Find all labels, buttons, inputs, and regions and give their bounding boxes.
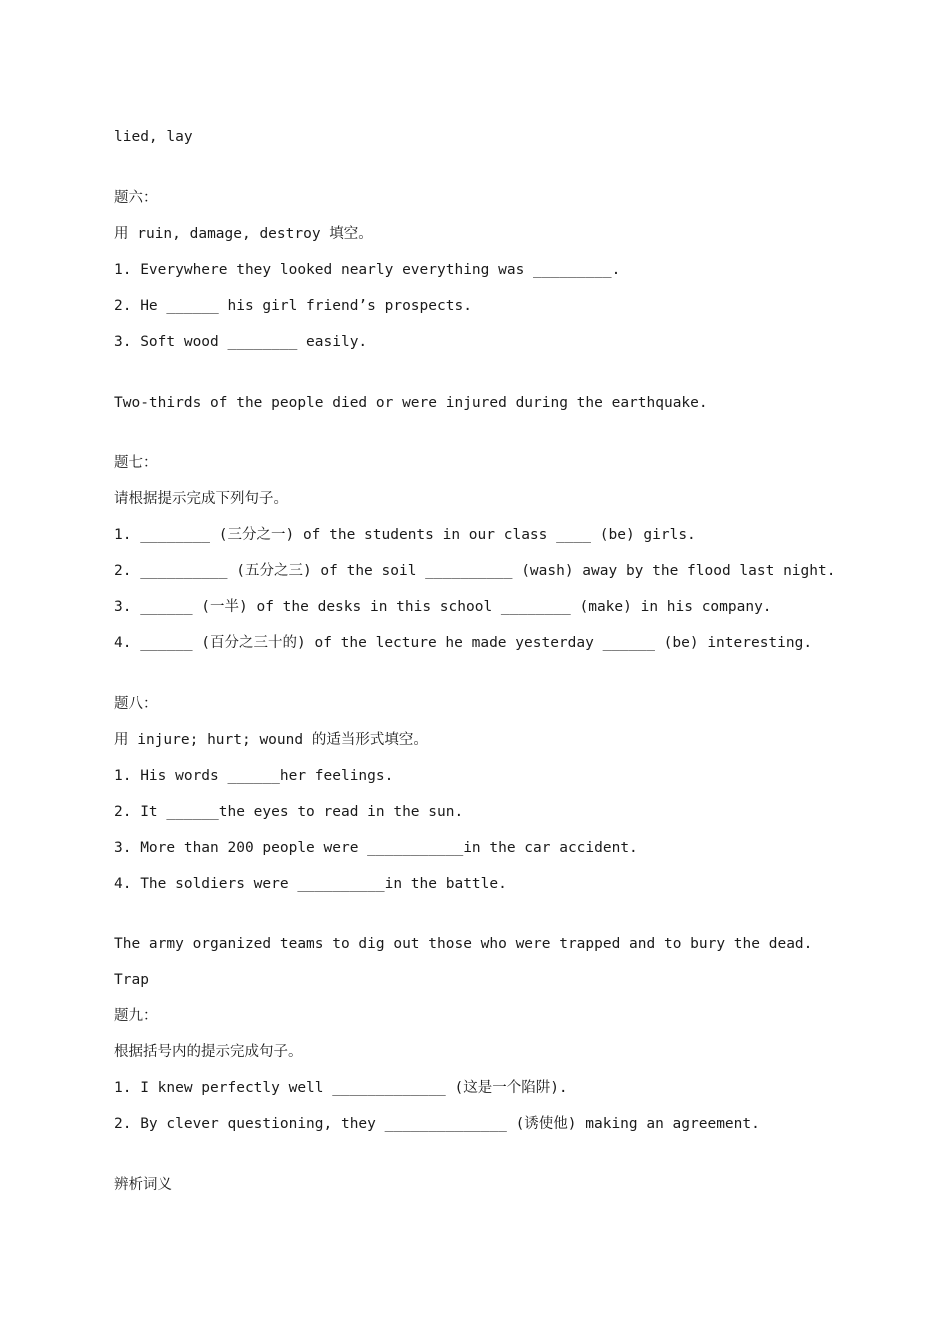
exercise-9-item-1: 1. I knew perfectly well _____________ (这是一个陷阱). bbox=[114, 1080, 568, 1096]
exercise-8-item-3: 3. More than 200 people were ___________in the car accident. bbox=[114, 840, 638, 856]
section-heading-6: 题六： bbox=[114, 190, 158, 206]
instruction-7: 请根据提示完成下列句子。 bbox=[114, 491, 288, 507]
exercise-8-item-1: 1. His words ______her feelings. bbox=[114, 768, 394, 784]
example-sentence-two-thirds: Two-thirds of the people died or were injured during the earthquake. bbox=[114, 395, 708, 411]
section-heading-8: 题八： bbox=[114, 696, 158, 712]
section-heading-7: 题七： bbox=[114, 455, 158, 471]
instruction-6: 用 ruin, damage, destroy 填空。 bbox=[114, 226, 373, 242]
exercise-6-item-3: 3. Soft wood ________ easily. bbox=[114, 334, 368, 350]
instruction-8: 用 injure; hurt; wound 的适当形式填空。 bbox=[114, 732, 428, 748]
exercise-8-item-4: 4. The soldiers were __________in the battle. bbox=[114, 876, 507, 892]
exercise-7-item-4: 4. ______ (百分之三十的) of the lecture he made yesterday ______ (be) interesting. bbox=[114, 635, 813, 651]
example-sentence-army: The army organized teams to dig out those who were trapped and to bury the dead. bbox=[114, 936, 813, 952]
vocab-word-trap: Trap bbox=[114, 972, 149, 988]
instruction-9: 根据括号内的提示完成句子。 bbox=[114, 1044, 303, 1060]
exercise-7-item-2: 2. __________ (五分之三) of the soil __________ (wash) away by the flood last night. bbox=[114, 563, 836, 579]
answer-line: lied, lay bbox=[114, 129, 193, 145]
section-heading-word-analysis: 辨析词义 bbox=[114, 1177, 172, 1193]
exercise-9-item-2: 2. By clever questioning, they ______________ (诱使他) making an agreement. bbox=[114, 1116, 760, 1132]
exercise-8-item-2: 2. It ______the eyes to read in the sun. bbox=[114, 804, 464, 820]
exercise-7-item-1: 1. ________ (三分之一) of the students in our class ____ (be) girls. bbox=[114, 527, 696, 543]
exercise-7-item-3: 3. ______ (一半) of the desks in this school ________ (make) in his company. bbox=[114, 599, 772, 615]
exercise-6-item-1: 1. Everywhere they looked nearly everything was _________. bbox=[114, 262, 621, 278]
exercise-6-item-2: 2. He ______ his girl friend’s prospects. bbox=[114, 298, 472, 314]
section-heading-9: 题九： bbox=[114, 1008, 158, 1024]
